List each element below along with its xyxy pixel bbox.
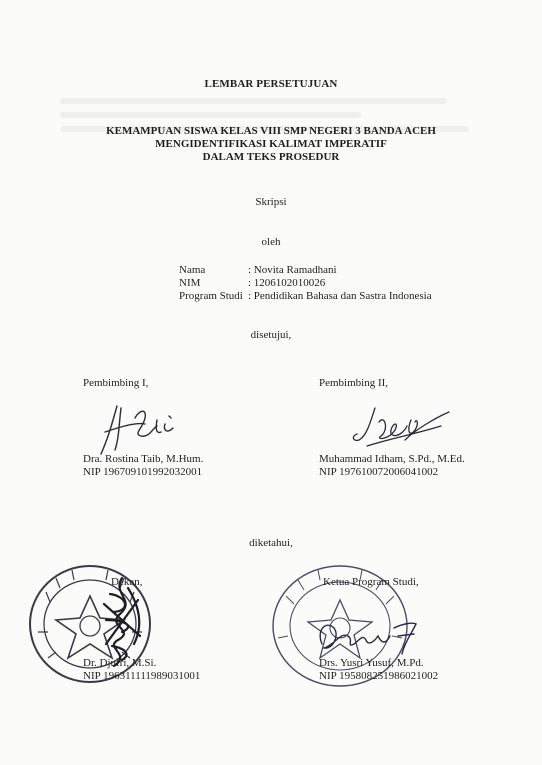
page-title: LEMBAR PERSETUJUAN [204, 78, 338, 90]
info-label: NIM [179, 277, 201, 289]
head-nip: NIP 195808251986021002 [319, 670, 439, 682]
student-info [179, 264, 432, 303]
supervisor-2-signature [345, 400, 455, 458]
info-value: : Pendidikan Bahasa dan Sastra Indonesia [248, 290, 432, 302]
dean-nip: NIP 196311111989031001 [83, 670, 201, 682]
info-label: Program Studi [179, 290, 243, 302]
approved-label: disetujui, [250, 329, 292, 341]
thesis-title-line-1: KEMAMPUAN SISWA KELAS VIII SMP NEGERI 3 BANDA ACEH [106, 125, 436, 137]
by-label: oleh [261, 236, 281, 248]
thesis-title-line-3: DALAM TEKS PROSEDUR [202, 151, 340, 163]
dean-name: Dr. Djufri, M.Si. [83, 657, 157, 669]
head-signature [312, 614, 422, 662]
thesis-title-line-2: MENGIDENTIFIKASI KALIMAT IMPERATIF [155, 138, 387, 150]
info-value: : 1206102010026 [248, 277, 326, 289]
acknowledged-label: diketahui, [249, 537, 293, 549]
supervisor-1-name: Dra. Rostina Taib, M.Hum. [83, 453, 204, 465]
document-type: Skripsi [255, 196, 287, 208]
head-role: Ketua Program Studi, [323, 576, 419, 588]
supervisor-1-nip: NIP 196709101992032001 [83, 466, 203, 478]
head-name: Drs. Yusri Yusuf, M.Pd. [319, 657, 424, 669]
dean-role: Dekan, [111, 576, 143, 588]
supervisor-2-role: Pembimbing II, [319, 377, 389, 389]
info-row-name [179, 264, 432, 277]
supervisor-1-signature [95, 398, 185, 460]
info-label: Nama [179, 264, 206, 276]
supervisor-1-role: Pembimbing I, [83, 377, 149, 389]
info-row-program [179, 290, 432, 303]
supervisor-2-name: Muhammad Idham, S.Pd., M.Ed. [319, 453, 465, 465]
info-value: : Novita Ramadhani [248, 264, 337, 276]
supervisor-2-nip: NIP 197610072006041002 [319, 466, 439, 478]
info-row-nim [179, 277, 432, 290]
thesis-title [0, 125, 542, 164]
